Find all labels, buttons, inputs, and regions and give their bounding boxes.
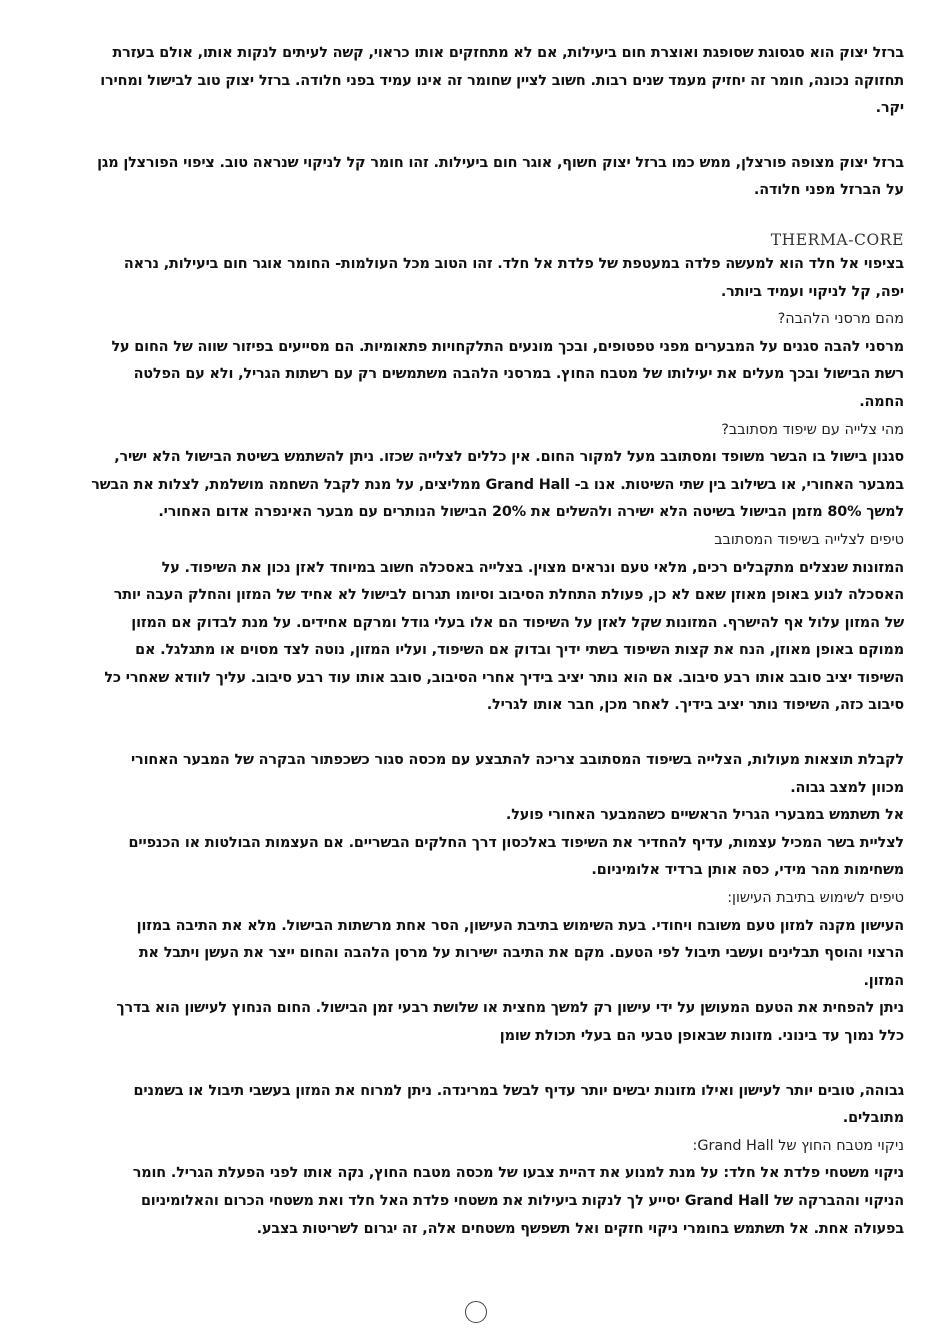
line: אל תשתמש במבערי הגריל הראשיים כשהמבער האחורי פועל. [505,807,904,824]
line: ברזל יצוק מצופה פורצלן, ממש כמו ברזל יצוק חשוף, אוגר חום ביעילות. זהו חומר קל לניקוי שנראה טוב. ציפוי הפורצלן מגן [97,154,904,171]
line: מתובלים. [842,1110,904,1127]
line: הרצוי והוסף תבלינים ועשבי תיבול לפי הטעם. מקם את התיבה ישירות על מרסן הלהבה והחום ייצר את העשן ויתבל את [138,945,904,962]
rotisserie-tips-heading: טיפים לצלייה בשיפוד המסתובב [714,531,904,548]
line: למשך 80% מזמן הבישול בשיטה הלא ישירה ולהשלים את 20% הבישול הנותרים עם מבער האינפרה אדום האחורי. [158,504,904,521]
line: סיבוב כזה, השיפוד נותר יציב בידיך. לאחר מכן, חבר אותו לגריל. [486,697,904,714]
line: יפה, קל לניקוי ועמיד ביותר. [720,283,904,300]
line: גבוהה, טובים יותר לעישון ואילו מזונות יבשים יותר עדיף לבשל במרינדה. ניתן למרוח את המזון בעשבי תיבול או בשמנים [133,1082,904,1099]
line: האסכלה לנוע באופן מאוזן שאם לא כן, פעולת התחלת הסיבוב וסיומו תגרום לבישול לא אחיד של המזון והחלק העבה יותר [113,587,904,604]
text-column [78,40,904,1243]
line: ניקוי משטחי פלדת אל חלד: על מנת למנוע את דהיית צבעו של מכסה מטבח החוץ, נקה אותו לפני הפעלת הגריל. חומר [132,1165,904,1182]
paragraph-smoker-box-continued [78,1078,904,1133]
line: המזונות שנצלים מתקבלים רכים, מלאי טעם ונראים מצוין. בצלייה באסכלה חשוב במיוחד לאזן נכון את השיפוד. על [161,559,904,576]
paragraph-smoker-box [78,913,904,1051]
line: בפעולה אחת. אל תשתמש בחומרי ניקוי חזקים ואל תשפשף משטחים אלה, זה יגרום לשריטות בצבע. [256,1220,904,1237]
line: מרסני להבה סגנים על המבערים מפני טפטופים, ובכך מונעים התלקחויות פתאומיות. הם מסייעים בפיזור שווה של החום על [111,338,904,355]
line: רשת הבישול ובכך מעלים את יעילותו של מטבח החוץ. במרסני הלהבה משתמשים רק עם רשתות הגריל, ולא עם הפלטה [133,366,904,383]
paragraph-rotisserie-tips [78,555,904,721]
cleaning-heading: ניקוי מטבח החוץ של Grand Hall: [692,1137,904,1154]
line: יקר. [875,100,904,117]
page-number-circle [465,1301,487,1323]
paragraph-cleaning [78,1160,904,1243]
line: במבער האחורי, או בשילוב בין שתי השיטות. אנו ב- Grand Hall ממליצים, על מנת לקבל השחמה מושלמת, לצלות את הבשר [91,476,904,493]
line: ניתן להפחית את הטעם המעושן על ידי עישון רק למשך מחצית או שלושת רבעי זמן הבישול. החום הנחוץ לעישון הוא בדרך [116,1000,904,1017]
line: של המזון עלול אף להישרף. המזונות שקל לאזן על השיפוד הם אלו בעלי גודל ומרקם אחידים. על מנת לבדוק אם המזון [131,614,904,631]
line: משחימות מהר מידי, כסה אותן ברדיד אלומיניום. [591,862,904,879]
line: סגנון בישול בו הבשר משופד ומסתובב מעל למקור החום. אין כללים לצלייה שכזו. ניתן להשתמש בשיטת הבישול הלא ישיר, [114,449,904,466]
line: ברזל יצוק הוא סגסוגת שסופגת ואוצרת חום ביעילות, אם לא מתחזקים אותו כראוי, קשה לעיתים לנקות אותו, אולם בעזרת [112,45,904,61]
line: החמה. [859,393,904,410]
line: העישון מקנה למזון טעם משובח ויחודי. בעת השימוש בתיבת העישון, הסר אחת מרשתות הבישול. מלא את התיבה במזון [136,917,904,934]
flame-tamers-heading: מהם מרסני הלהבה? [777,311,904,328]
line: המזון. [863,972,904,989]
line: בציפוי אל חלד הוא למעשה פלדה במעטפת של פלדת אל חלד. זהו הטוב מכל העולמות- החומר אוגר חום ביעילות, נראה [123,255,904,272]
line: השיפוד יציב סובב אותו רבע סיבוב. אם הוא נותר יציב בידיך אחרי הסיבוב, סובב אותו עוד רבע סיבוב. עליך לוודא שאחרי כל [104,669,904,686]
paragraph-results [78,747,904,885]
line: על הברזל מפני חלודה. [753,182,904,199]
line: כלל נמוך עד בינוני. מזונות שבאופן טבעי הם בעלי תכולת שומן [499,1028,904,1044]
smoker-box-heading: טיפים לשימוש בתיבת העישון: [727,890,904,907]
paragraph-therma-core [78,251,904,306]
line: לצליית בשר המכיל עצמות, עדיף להחדיר את השיפוד באלכסון דרך החלקים הבשריים. אם העצמות הבולטות או הכנפיים [128,834,904,851]
line: תחזוקה נכונה, חומר זה יחזיק מעמד שנים רבות. חשוב לציין שחומר זה אינו עמיד בפני חלודה. ברזל יצוק טוב לבישול ומחירו [100,72,904,89]
line: הניקוי וההברקה של Grand Hall יסייע לך לנקות ביעילות את משטחי פלדת האל חלד ואת משטחי הכרום והאלומיניום [140,1192,904,1209]
line: מכוון למצב גבוה. [790,779,904,796]
rotisserie-heading: מהי צלייה עם שיפוד מסתובב? [721,421,904,438]
therma-core-heading: THERMA-CORE [770,230,904,249]
paragraph-flame-tamers [78,334,904,417]
paragraph-enamel [78,150,904,205]
paragraph-cast-iron [78,40,904,123]
line: לקבלת תוצאות מעולות, הצלייה בשיפוד המסתובב צריכה להתבצע עם מכסה סגור כשכפתור הבקרה של המבער האחורי [130,752,904,769]
paragraph-rotisserie [78,444,904,527]
line: ממוקם באופן מאוזן, הנח את קצות השיפוד בשתי ידיך ובדוק אם השיפוד, ועליו המזון, נוטה לצד מסוים או מתגלגל. אם [135,642,904,659]
